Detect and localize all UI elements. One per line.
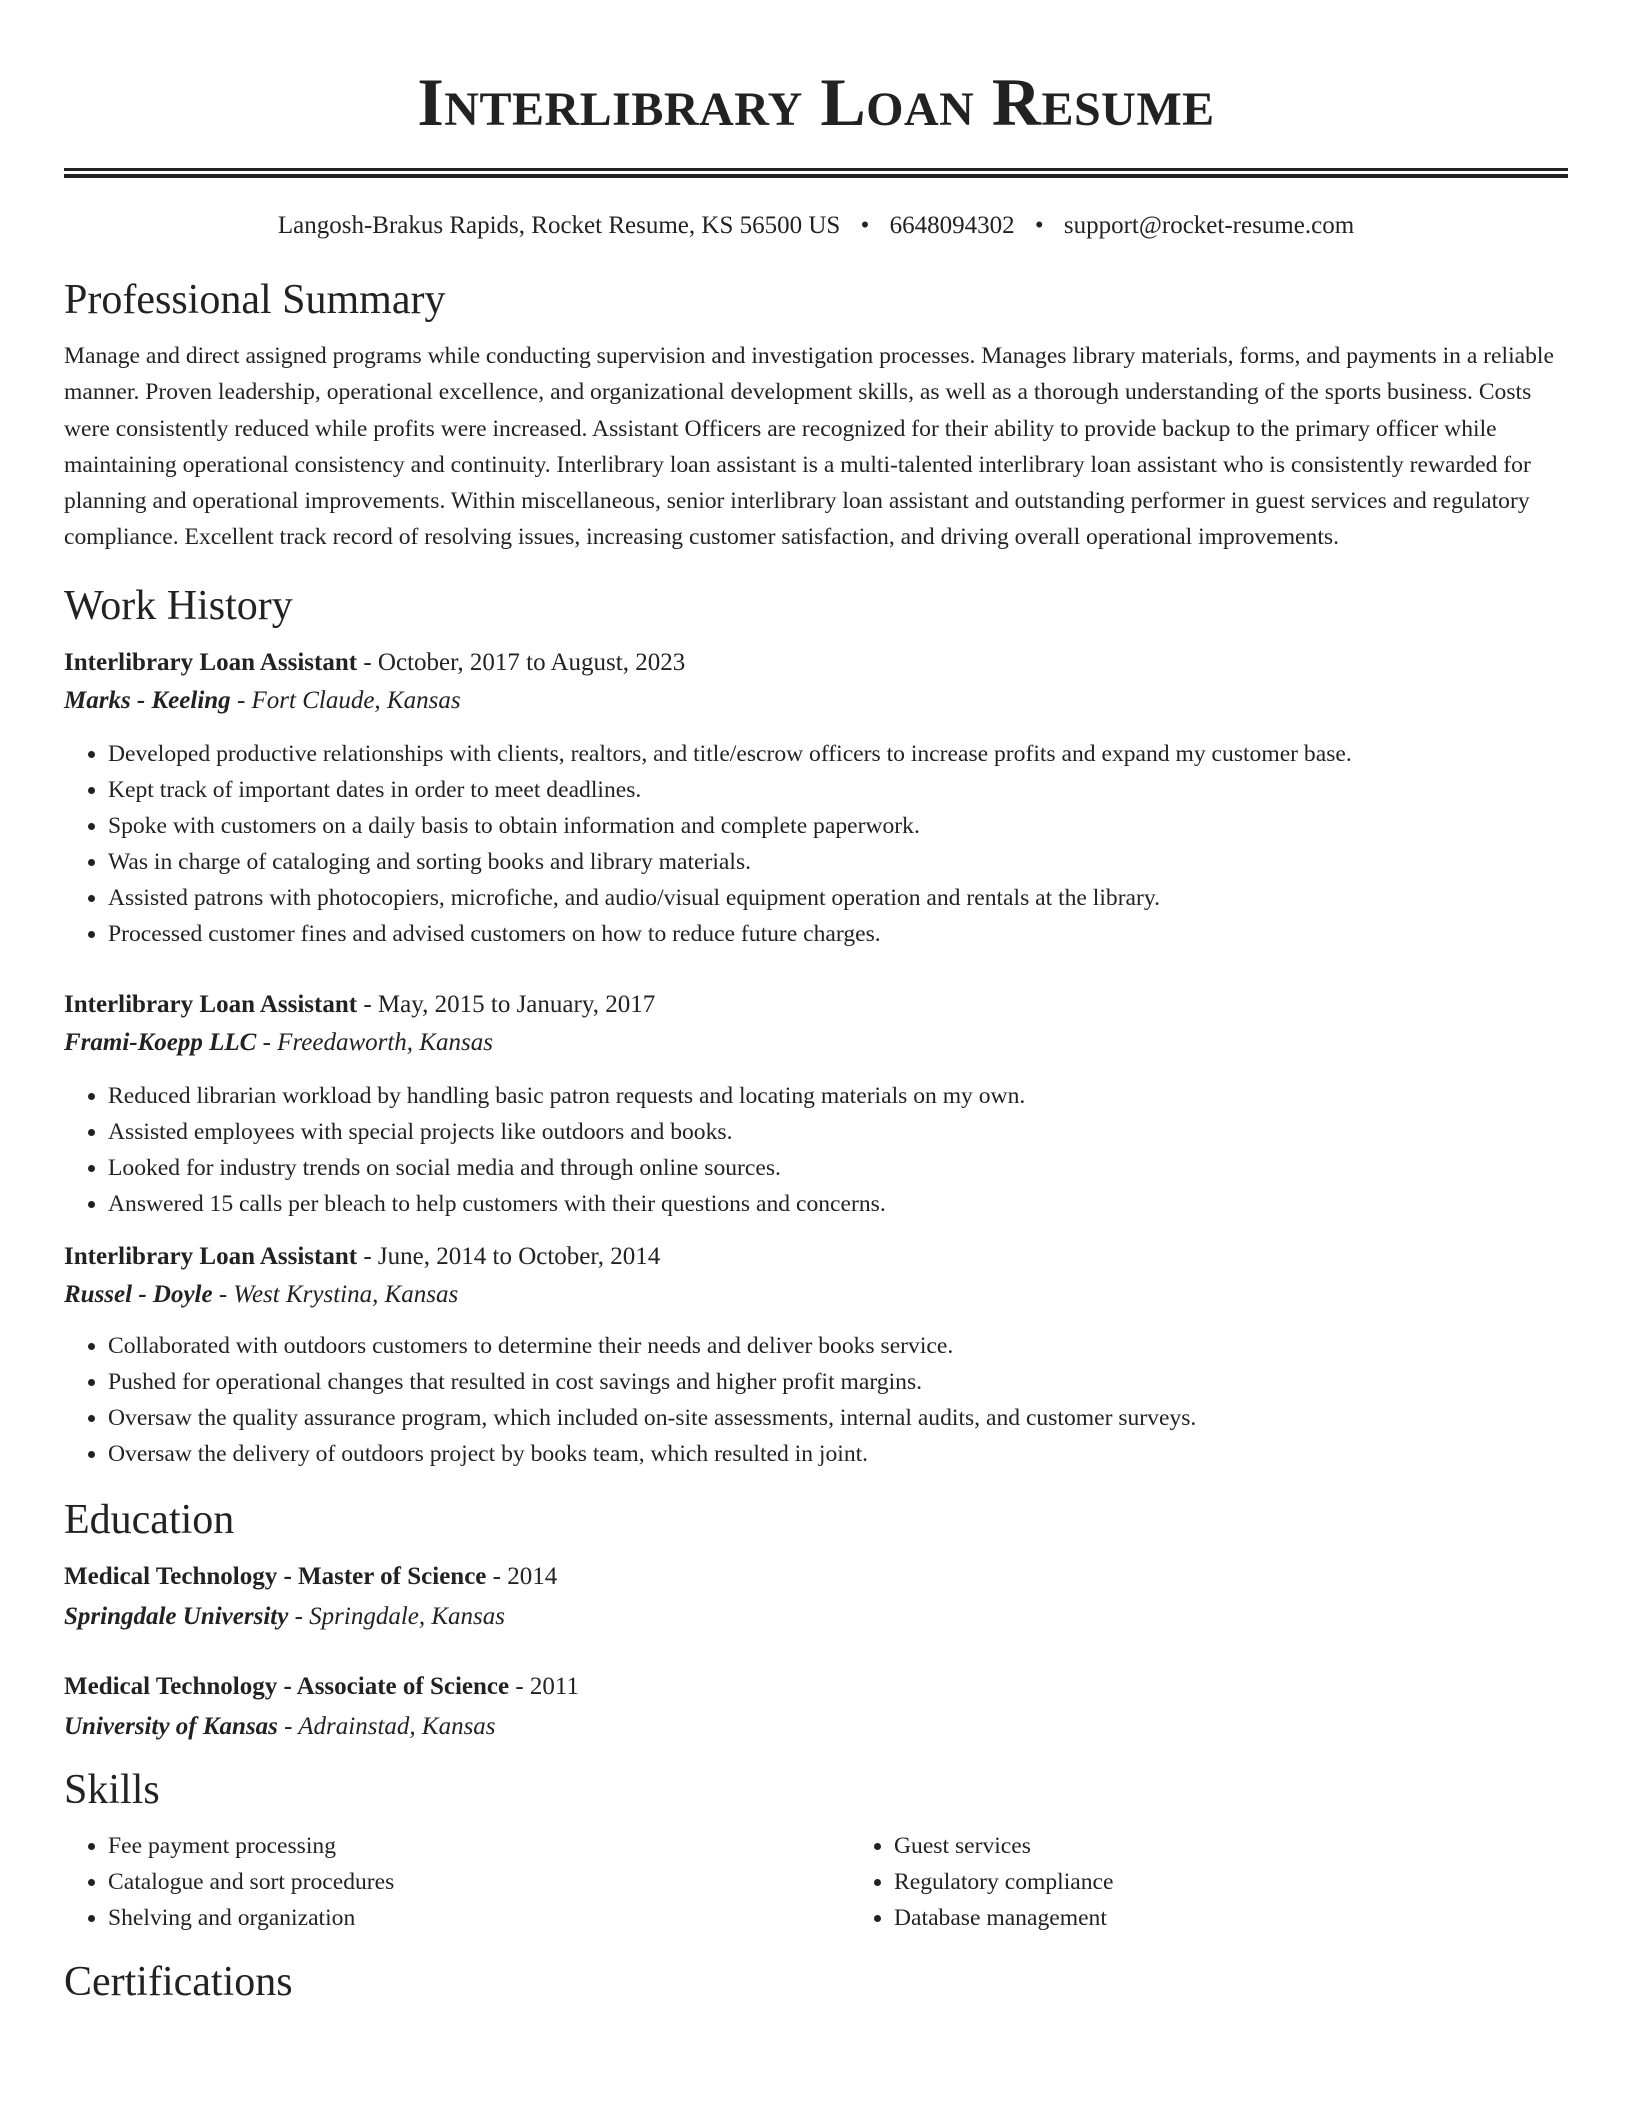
job-company-line (64, 1276, 1568, 1314)
contact-email: support@rocket-resume.com (1063, 212, 1355, 239)
resume-page (64, 0, 1568, 2008)
education-year: - 2011 (509, 1672, 579, 1700)
education-entry (64, 1668, 1568, 1746)
job-entry (64, 1238, 1568, 1472)
education-location: - Springdale, Kansas (288, 1602, 506, 1630)
education-degree-line (64, 1558, 1568, 1596)
job-location: - Fort Claude, Kansas (230, 686, 461, 714)
education-location: - Adrainstad, Kansas (277, 1712, 496, 1740)
list-item: • Was in charge of cataloging and sorting books and library materials. (108, 844, 1568, 880)
list-item: • Oversaw the delivery of outdoors project by books team, which resulted in joint. (108, 1436, 1568, 1472)
job-title: Interlibrary Loan Assistant (64, 990, 358, 1018)
job-dates: - June, 2014 to October, 2014 (357, 1242, 661, 1270)
list-item: • Developed productive relationships with clients, realtors, and title/escrow officers to increase profits and expand my customer base. (108, 736, 1568, 772)
skills-columns (64, 1828, 1568, 1936)
job-bullets (64, 1078, 1568, 1222)
skill-item: • Guest services (894, 1828, 1632, 1864)
list-item: • Answered 15 calls per bleach to help customers with their questions and concerns. (108, 1186, 1568, 1222)
job-company-line (64, 682, 1568, 720)
skill-item: • Regulatory compliance (894, 1864, 1632, 1900)
skill-item: • Catalogue and sort procedures (108, 1864, 850, 1900)
job-title-line (64, 1238, 1568, 1276)
skills-list-right (850, 1828, 1632, 1936)
contact-line (64, 210, 1568, 242)
job-company-line (64, 1024, 1568, 1062)
skill-item: • Shelving and organization (108, 1900, 850, 1936)
list-item: • Looked for industry trends on social media and through online sources. (108, 1150, 1568, 1186)
job-company: Russel - Doyle (64, 1280, 213, 1308)
education-school-line (64, 1598, 1568, 1636)
job-location: - Freedaworth, Kansas (256, 1028, 493, 1056)
list-item: • Assisted employees with special projects like outdoors and books. (108, 1114, 1568, 1150)
skills-section (64, 1764, 1568, 1936)
job-bullets (64, 1328, 1568, 1472)
education-school-line (64, 1708, 1568, 1746)
job-title-line (64, 986, 1568, 1024)
job-entry (64, 986, 1568, 1222)
education-degree: Medical Technology - Master of Science (64, 1562, 487, 1590)
education-school: Springdale University (64, 1602, 289, 1630)
summary-text: Manage and direct assigned programs while conducting supervision and investigation processes. Manages library materials, forms, and payments in a reliable manner. Proven leadership, operational excellence, and organizational development skills, as well as a thorough understanding of the sports business. Costs were consistently reduced while profits were increased. Assistant Officers are recognized for their ability to provide backup to the primary officer while maintaining operational consistency and continuity. Interlibrary loan assistant is a multi-talented interlibrary loan assistant who is consistently rewarded for planning and operational improvements. Within miscellaneous, senior interlibrary loan assistant and outstanding performer in guest services and regulatory compliance. Excellent track record of resolving issues, increasing customer satisfaction, and driving overall operational improvements. (64, 343, 1554, 551)
job-company: Frami-Koepp LLC (64, 1028, 257, 1056)
list-item: • Assisted patrons with photocopiers, microfiche, and audio/visual equipment operation and rentals at the library. (108, 880, 1568, 916)
work-history-section (64, 580, 1568, 1472)
section-heading-work: Work History (64, 582, 293, 629)
list-item: • Pushed for operational changes that resulted in cost savings and higher profit margins. (108, 1364, 1568, 1400)
section-heading-summary: Professional Summary (64, 277, 446, 323)
contact-address: Langosh-Brakus Rapids, Rocket Resume, KS 56500 US (277, 212, 841, 239)
list-item: • Spoke with customers on a daily basis to obtain information and complete paperwork. (108, 808, 1568, 844)
education-year: - 2014 (486, 1562, 558, 1590)
contact-separator: • (1034, 212, 1044, 239)
job-title: Interlibrary Loan Assistant (64, 1242, 358, 1270)
job-title: Interlibrary Loan Assistant (64, 648, 358, 676)
list-item: • Processed customer fines and advised customers on how to reduce future charges. (108, 916, 1568, 952)
title-double-rule (64, 168, 1568, 178)
certifications-section (64, 1956, 1568, 2008)
skills-list-left (64, 1828, 850, 1936)
section-heading-education: Education (64, 1496, 235, 1543)
list-item: • Reduced librarian workload by handling basic patron requests and locating materials on my own. (108, 1078, 1568, 1114)
job-entry (64, 644, 1568, 952)
resume-title: Interlibrary Loan Resume (417, 64, 1215, 140)
job-bullets (64, 736, 1568, 952)
contact-separator: • (860, 212, 870, 239)
job-company: Marks - Keeling (64, 686, 231, 714)
section-heading-skills: Skills (64, 1766, 160, 1813)
list-item: • Collaborated with outdoors customers to determine their needs and deliver books service. (108, 1328, 1568, 1364)
education-degree: Medical Technology - Associate of Science (64, 1672, 510, 1700)
job-title-line (64, 644, 1568, 682)
list-item: • Oversaw the quality assurance program, which included on-site assessments, internal audits, and customer surveys. (108, 1400, 1568, 1436)
skill-item: • Database management (894, 1900, 1632, 1936)
section-heading-certifications: Certifications (64, 1958, 293, 2005)
list-item: • Kept track of important dates in order to meet deadlines. (108, 772, 1568, 808)
professional-summary-section (64, 274, 1568, 556)
education-entry (64, 1558, 1568, 1636)
education-degree-line (64, 1668, 1568, 1706)
skill-item: • Fee payment processing (108, 1828, 850, 1864)
education-section (64, 1494, 1568, 1746)
job-location: - West Krystina, Kansas (212, 1280, 459, 1308)
contact-phone: 6648094302 (889, 212, 1015, 239)
education-school: University of Kansas (64, 1712, 278, 1740)
job-dates: - May, 2015 to January, 2017 (357, 990, 656, 1018)
job-dates: - October, 2017 to August, 2023 (357, 648, 686, 676)
